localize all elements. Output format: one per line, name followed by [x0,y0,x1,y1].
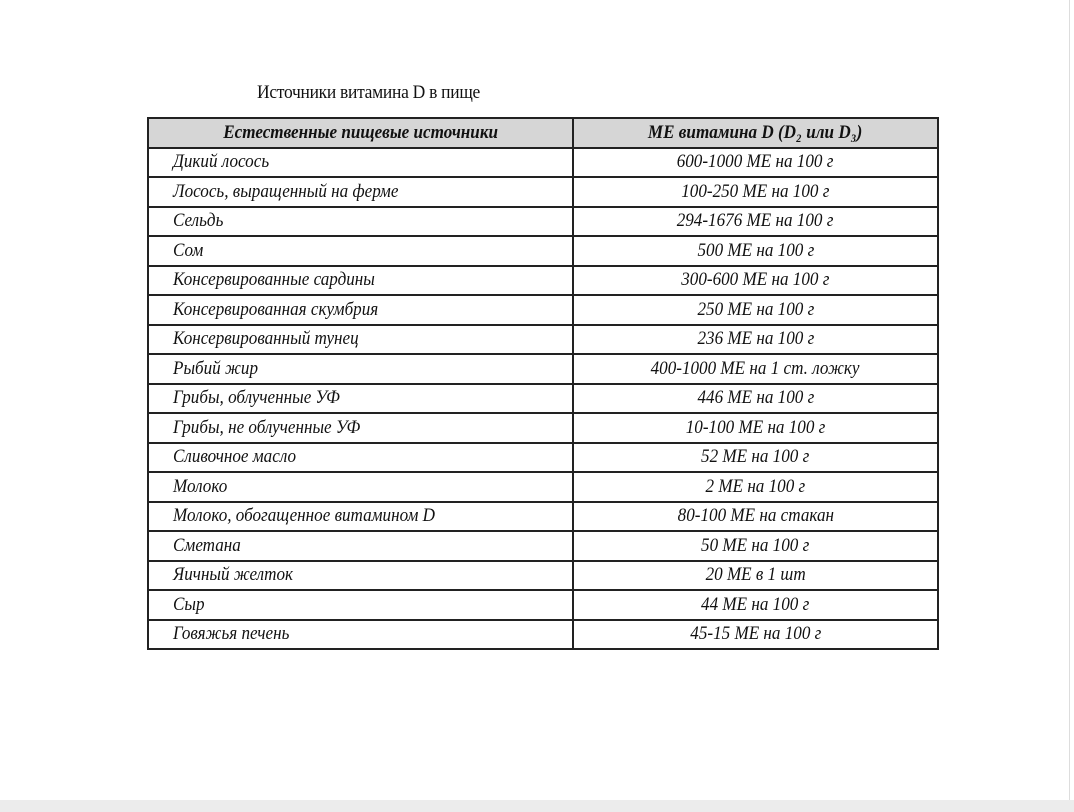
food-source: Грибы, облученные УФ [173,387,340,409]
table-row [148,177,938,207]
food-source: Молоко [173,475,228,497]
vitamin-d-amount-cell [573,384,938,414]
food-source: Яичный желток [173,564,294,586]
vitamin-d-amount-cell [573,325,938,355]
food-source: Консервированная скумбрия [173,298,379,320]
vitamin-d-amount: 446 МЕ на 100 г [697,387,814,409]
vitamin-d-amount: 20 МЕ в 1 шт [705,564,806,586]
vitamin-d-amount: 45-15 МЕ на 100 г [689,623,822,645]
food-source-cell [148,207,573,237]
vitamin-d-amount: 52 МЕ на 100 г [701,446,810,468]
vitamin-d-amount-cell [573,443,938,473]
table-row [148,502,938,532]
vitamin-d-amount: 10-100 МЕ на 100 г [685,416,826,438]
table-row [148,236,938,266]
food-source-cell [148,148,573,178]
vitamin-d-amount-cell [573,177,938,207]
food-source-cell [148,325,573,355]
vitamin-d-amount-cell [573,266,938,296]
food-source: Консервированные сардины [173,269,375,291]
vitamin-d-amount: 500 МЕ на 100 г [697,239,814,261]
food-source: Дикий лосось [173,151,270,173]
document-title: Источники витамина D в пище [257,82,481,103]
vitamin-d-amount-cell [573,413,938,443]
food-source-cell [148,354,573,384]
food-source-cell [148,177,573,207]
food-source: Сыр [173,593,205,615]
food-source-cell [148,561,573,591]
vitamin-d-amount-cell [573,354,938,384]
food-source-cell [148,620,573,650]
table-row [148,148,938,178]
vitamin-d-amount: 236 МЕ на 100 г [697,328,814,350]
header-source-label: Естественные пищевые источники [223,121,498,143]
header-amount-label: МЕ витамина D (D₂ или D₃) [648,121,863,143]
food-source-cell [148,295,573,325]
table-row [148,207,938,237]
food-source: Лосось, выращенный на ферме [173,180,399,202]
table-row [148,354,938,384]
vitamin-d-amount: 250 МЕ на 100 г [697,298,814,320]
food-source-cell [148,266,573,296]
table-row [148,443,938,473]
vitamin-d-amount: 80-100 МЕ на стакан [677,505,834,527]
table-row [148,295,938,325]
vitamin-d-amount: 300-600 МЕ на 100 г [681,269,830,291]
food-source-cell [148,236,573,266]
table-row [148,561,938,591]
vitamin-d-amount: 100-250 МЕ на 100 г [681,180,830,202]
header-source [148,118,573,148]
vitamin-d-amount: 400-1000 МЕ на 1 ст. ложку [651,357,860,379]
food-source-cell [148,472,573,502]
food-source: Сом [173,239,204,261]
food-source-cell [148,531,573,561]
table-row [148,266,938,296]
vitamin-d-amount-cell [573,472,938,502]
vitamin-d-amount-cell [573,502,938,532]
vitamin-d-amount-cell [573,531,938,561]
table-row [148,590,938,620]
table-row [148,531,938,561]
vitamin-d-amount-cell [573,207,938,237]
table-header-row [148,118,938,148]
table-row [148,325,938,355]
vitamin-d-amount-cell [573,590,938,620]
vitamin-d-amount-cell [573,561,938,591]
food-source: Грибы, не облученные УФ [173,416,361,438]
food-source: Говяжья печень [173,623,290,645]
vitamin-d-amount-cell [573,620,938,650]
food-source: Сметана [173,534,241,556]
table-row [148,472,938,502]
vitamin-d-amount: 50 МЕ на 100 г [701,534,810,556]
food-source-cell [148,502,573,532]
table-row [148,413,938,443]
vitamin-d-amount: 2 МЕ на 100 г [705,475,806,497]
table-row [148,620,938,650]
page-edge [1069,0,1070,800]
vitamin-d-table [147,117,939,650]
food-source: Молоко, обогащенное витамином D [173,505,436,527]
vitamin-d-amount: 600-1000 МЕ на 100 г [677,151,834,173]
food-source: Сельдь [173,210,224,232]
header-amount [573,118,938,148]
vitamin-d-amount: 294-1676 МЕ на 100 г [677,210,834,232]
food-source: Рыбий жир [173,357,259,379]
food-source-cell [148,443,573,473]
table-row [148,384,938,414]
food-source: Консервированный тунец [173,328,359,350]
bottom-bar [0,800,1074,812]
food-source: Сливочное масло [173,446,297,468]
vitamin-d-amount-cell [573,236,938,266]
vitamin-d-amount-cell [573,148,938,178]
food-source-cell [148,590,573,620]
food-source-cell [148,413,573,443]
food-source-cell [148,384,573,414]
vitamin-d-amount: 44 МЕ на 100 г [701,593,810,615]
vitamin-d-amount-cell [573,295,938,325]
